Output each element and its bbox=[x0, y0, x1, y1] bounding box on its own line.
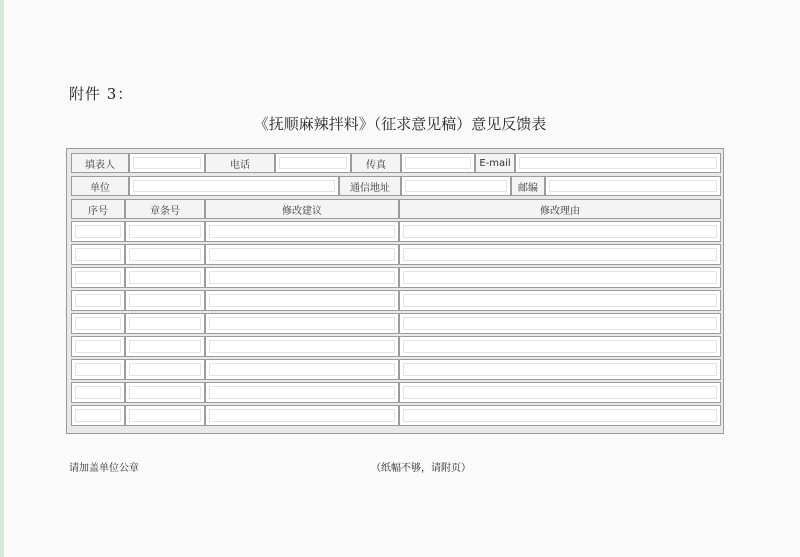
suggestion-header: 修改建议 bbox=[205, 199, 399, 219]
table-cell[interactable] bbox=[399, 267, 721, 288]
attachment-label: 附件 3： bbox=[69, 85, 134, 103]
table-cell[interactable] bbox=[125, 267, 205, 288]
address-label: 通信地址 bbox=[339, 176, 401, 196]
number-header: 序号 bbox=[71, 199, 125, 219]
table-cell[interactable] bbox=[71, 359, 125, 380]
table-cell[interactable] bbox=[71, 313, 125, 334]
table-cell[interactable] bbox=[125, 244, 205, 265]
feedback-form bbox=[66, 148, 724, 434]
table-cell[interactable] bbox=[399, 313, 721, 334]
table-cell[interactable] bbox=[205, 382, 399, 403]
table-cell[interactable] bbox=[399, 290, 721, 311]
table-cell[interactable] bbox=[71, 267, 125, 288]
table-cell[interactable] bbox=[125, 405, 205, 426]
table-cell[interactable] bbox=[399, 244, 721, 265]
table-cell[interactable] bbox=[71, 405, 125, 426]
table-cell[interactable] bbox=[125, 221, 205, 242]
table-cell[interactable] bbox=[205, 267, 399, 288]
fax-label: 传真 bbox=[351, 153, 401, 173]
phone-label: 电话 bbox=[205, 153, 275, 173]
table-cell[interactable] bbox=[125, 382, 205, 403]
table-cell[interactable] bbox=[71, 382, 125, 403]
table-cell[interactable] bbox=[399, 405, 721, 426]
table-cell[interactable] bbox=[125, 290, 205, 311]
email-label: E-mail bbox=[475, 153, 515, 173]
fax-input[interactable] bbox=[401, 153, 475, 173]
seal-note: 请加盖单位公章 bbox=[69, 463, 139, 474]
postcode-input[interactable] bbox=[545, 176, 721, 196]
table-cell[interactable] bbox=[205, 313, 399, 334]
page-note: （纸幅不够，请附页） bbox=[371, 463, 471, 474]
unit-input[interactable] bbox=[129, 176, 339, 196]
email-input[interactable] bbox=[515, 153, 721, 173]
form-title: 《抚顺麻辣拌料》（征求意见稿）意见反馈表 bbox=[253, 115, 547, 133]
filler-input[interactable] bbox=[129, 153, 205, 173]
postcode-label: 邮编 bbox=[511, 176, 545, 196]
phone-input[interactable] bbox=[275, 153, 351, 173]
reason-header: 修改理由 bbox=[399, 199, 721, 219]
table-cell[interactable] bbox=[205, 244, 399, 265]
table-cell[interactable] bbox=[399, 359, 721, 380]
table-cell[interactable] bbox=[205, 405, 399, 426]
table-cell[interactable] bbox=[399, 336, 721, 357]
table-cell[interactable] bbox=[399, 221, 721, 242]
address-input[interactable] bbox=[401, 176, 511, 196]
table-cell[interactable] bbox=[71, 336, 125, 357]
filler-label: 填表人 bbox=[71, 153, 129, 173]
page-edge bbox=[0, 0, 4, 557]
table-cell[interactable] bbox=[125, 336, 205, 357]
table-cell[interactable] bbox=[71, 244, 125, 265]
table-cell[interactable] bbox=[125, 359, 205, 380]
table-cell[interactable] bbox=[399, 382, 721, 403]
unit-label: 单位 bbox=[71, 176, 129, 196]
table-cell[interactable] bbox=[71, 221, 125, 242]
table-cell[interactable] bbox=[205, 290, 399, 311]
table-cell[interactable] bbox=[71, 290, 125, 311]
table-cell[interactable] bbox=[205, 336, 399, 357]
clause-header: 章条号 bbox=[125, 199, 205, 219]
table-cell[interactable] bbox=[205, 221, 399, 242]
table-cell[interactable] bbox=[125, 313, 205, 334]
table-cell[interactable] bbox=[205, 359, 399, 380]
